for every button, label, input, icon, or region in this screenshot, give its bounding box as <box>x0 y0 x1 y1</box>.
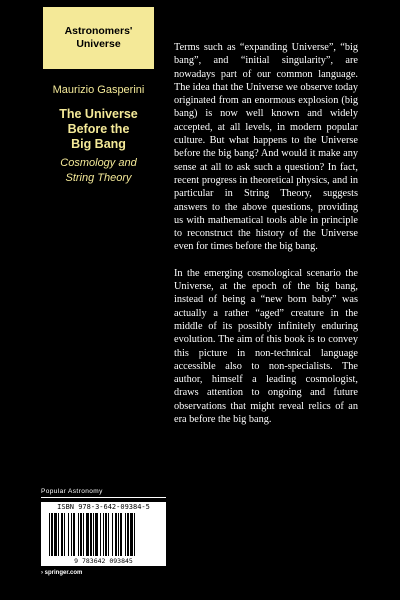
barcode-bar <box>127 513 129 556</box>
barcode-bar <box>80 513 82 556</box>
barcode-bar <box>78 513 79 556</box>
barcode-bar <box>73 513 75 556</box>
barcode-bar <box>130 513 133 556</box>
barcode-bar <box>95 513 98 556</box>
barcode-bar <box>118 513 119 556</box>
barcode-bar <box>64 513 65 556</box>
isbn-label: ISBN 978-3-642-09384-5 <box>57 503 150 511</box>
category-label: Popular Astronomy <box>41 488 103 495</box>
barcode-bar <box>120 513 122 556</box>
author-name: Maurizio Gasperini <box>52 84 145 96</box>
barcode-bar <box>49 513 50 556</box>
barcode-bar <box>71 513 72 556</box>
subtitle-line-1: Cosmology and <box>60 157 137 169</box>
series-line-2: Universe <box>76 38 121 50</box>
barcode-image <box>49 513 158 556</box>
barcode-bar <box>51 513 53 556</box>
blurb-paragraph-1: Terms such as “expanding Universe”, “big bang”, and “initial singularity”, are nowadays part of our common language. The idea that the Universe we observe today originated from an enormous explosion (big bang) is now well known and widely accepted, at all levels, in modern popular culture. But what happens to the Universe before the big bang? And would it make any sense at all to ask such a question? In fact, recent progress in theoretical physics, and in particular in String Theory, suggests answers to the above questions, providing us with mathematical tools able in principle to reconstruct the history of the Universe even for times before the big bang. <box>174 42 358 253</box>
book-subtitle <box>43 156 154 186</box>
book-title <box>43 107 154 152</box>
barcode-bar <box>93 513 94 556</box>
barcode-bar <box>115 513 117 556</box>
series-label-box <box>43 7 154 69</box>
isbn-barcode-panel <box>41 502 166 566</box>
barcode-bar <box>112 513 113 556</box>
series-line-1: Astronomers' <box>64 25 133 37</box>
barcode-bar <box>103 513 104 556</box>
title-line-1: The Universe <box>59 107 138 121</box>
title-line-3: Big Bang <box>71 137 126 151</box>
barcode-bar <box>125 513 126 556</box>
category-divider <box>41 497 166 498</box>
barcode-bar <box>68 513 69 556</box>
barcode-bar <box>90 513 92 556</box>
barcode-bar <box>61 513 63 556</box>
barcode-bar <box>134 513 135 556</box>
barcode-bar <box>54 513 57 556</box>
barcode-bar <box>83 513 84 556</box>
publisher-link[interactable]: › springer.com <box>41 570 83 576</box>
back-cover-blurb <box>174 41 358 439</box>
blurb-paragraph-2: In the emerging cosmological scenario the Universe, at the epoch of the big bang, instead of being a “new born baby” was actually a rather “aged” creature in the middle of its possibly infinitely enduring evolution. The aim of this book is to convey this picture in non-technical language accessible also to non-specialists. The author, himself a leading cosmologist, draws attention to ongoing and future observations that might reveal relics of an era before the big bang. <box>174 267 358 426</box>
barcode-bar <box>86 513 89 556</box>
barcode-bar <box>100 513 101 556</box>
subtitle-line-2: String Theory <box>65 172 132 184</box>
barcode-bar <box>58 513 59 556</box>
barcode-digits: 9 783642 093845 <box>74 557 133 565</box>
barcode-bar <box>108 513 109 556</box>
barcode-bar <box>105 513 107 556</box>
title-line-2: Before the <box>67 122 130 136</box>
